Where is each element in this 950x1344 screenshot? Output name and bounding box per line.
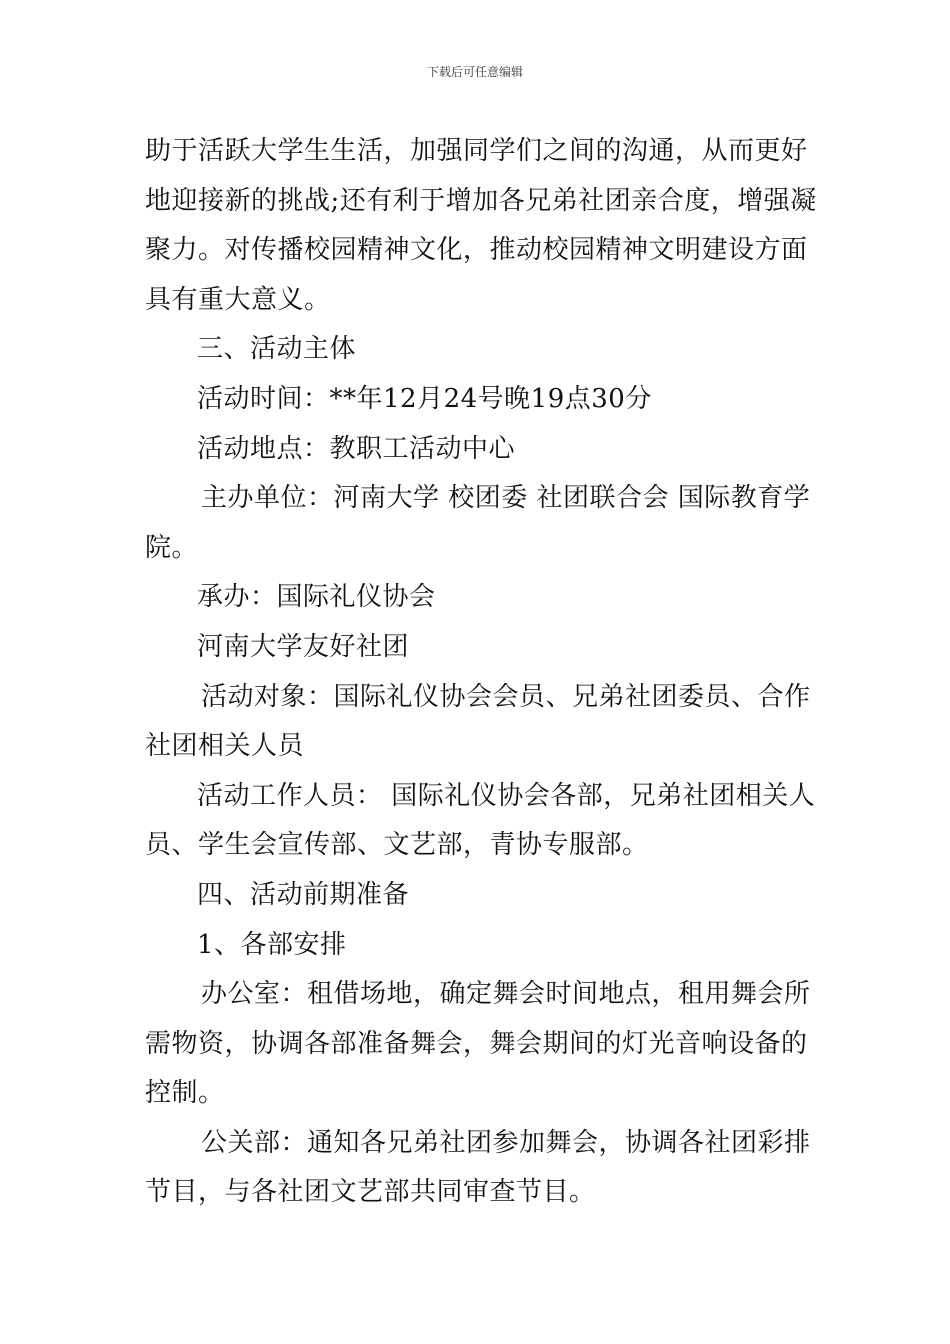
- text-line: 活动时间：**年12月24号晚19点30分: [197, 383, 652, 414]
- text-line: 地迎接新的挑战;还有利于增加各兄弟社团亲合度，增强凝: [145, 185, 817, 216]
- text-line: 助于活跃大学生生活，加强同学们之间的沟通，从而更好: [145, 136, 808, 166]
- subsection-heading: 1、各部安排: [197, 929, 347, 960]
- text-line: 社团相关人员: [145, 731, 305, 762]
- section-heading: 三、活动主体: [197, 334, 357, 365]
- text-line: 活动工作人员： 国际礼仪协会各部，兄弟社团相关人: [197, 780, 816, 811]
- document-body: [145, 127, 817, 1218]
- text-line: 承办：国际礼仪协会: [197, 582, 436, 613]
- text-line: 聚力。对传播校园精神文化，推动校园精神文明建设方面: [145, 235, 808, 266]
- text-line: 活动对象：国际礼仪协会会员、兄弟社团委员、合作: [201, 681, 811, 712]
- text-line: 具有重大意义。: [145, 284, 331, 315]
- text-line: 节目，与各社团文艺部共同审查节目。: [145, 1177, 596, 1208]
- text-line: 院。: [145, 532, 199, 563]
- text-line: 需物资，协调各部准备舞会，舞会期间的灯光音响设备的: [145, 1028, 808, 1059]
- text-line: 活动地点：教职工活动中心: [197, 433, 516, 464]
- text-line: 控制。: [145, 1078, 225, 1109]
- text-line: 河南大学友好社团: [197, 631, 410, 662]
- page-header: 下载后可任意编辑: [426, 65, 523, 79]
- text-line: 办公室：租借场地，确定舞会时间地点，租用舞会所: [201, 979, 811, 1010]
- text-line: 公关部：通知各兄弟社团参加舞会，协调各社团彩排: [201, 1127, 811, 1158]
- text-line: 员、学生会宣传部、文艺部，青协专服部。: [145, 830, 649, 861]
- section-heading: 四、活动前期准备: [197, 879, 410, 910]
- text-line: 主办单位：河南大学 校团委 社团联合会 国际教育学: [201, 483, 811, 514]
